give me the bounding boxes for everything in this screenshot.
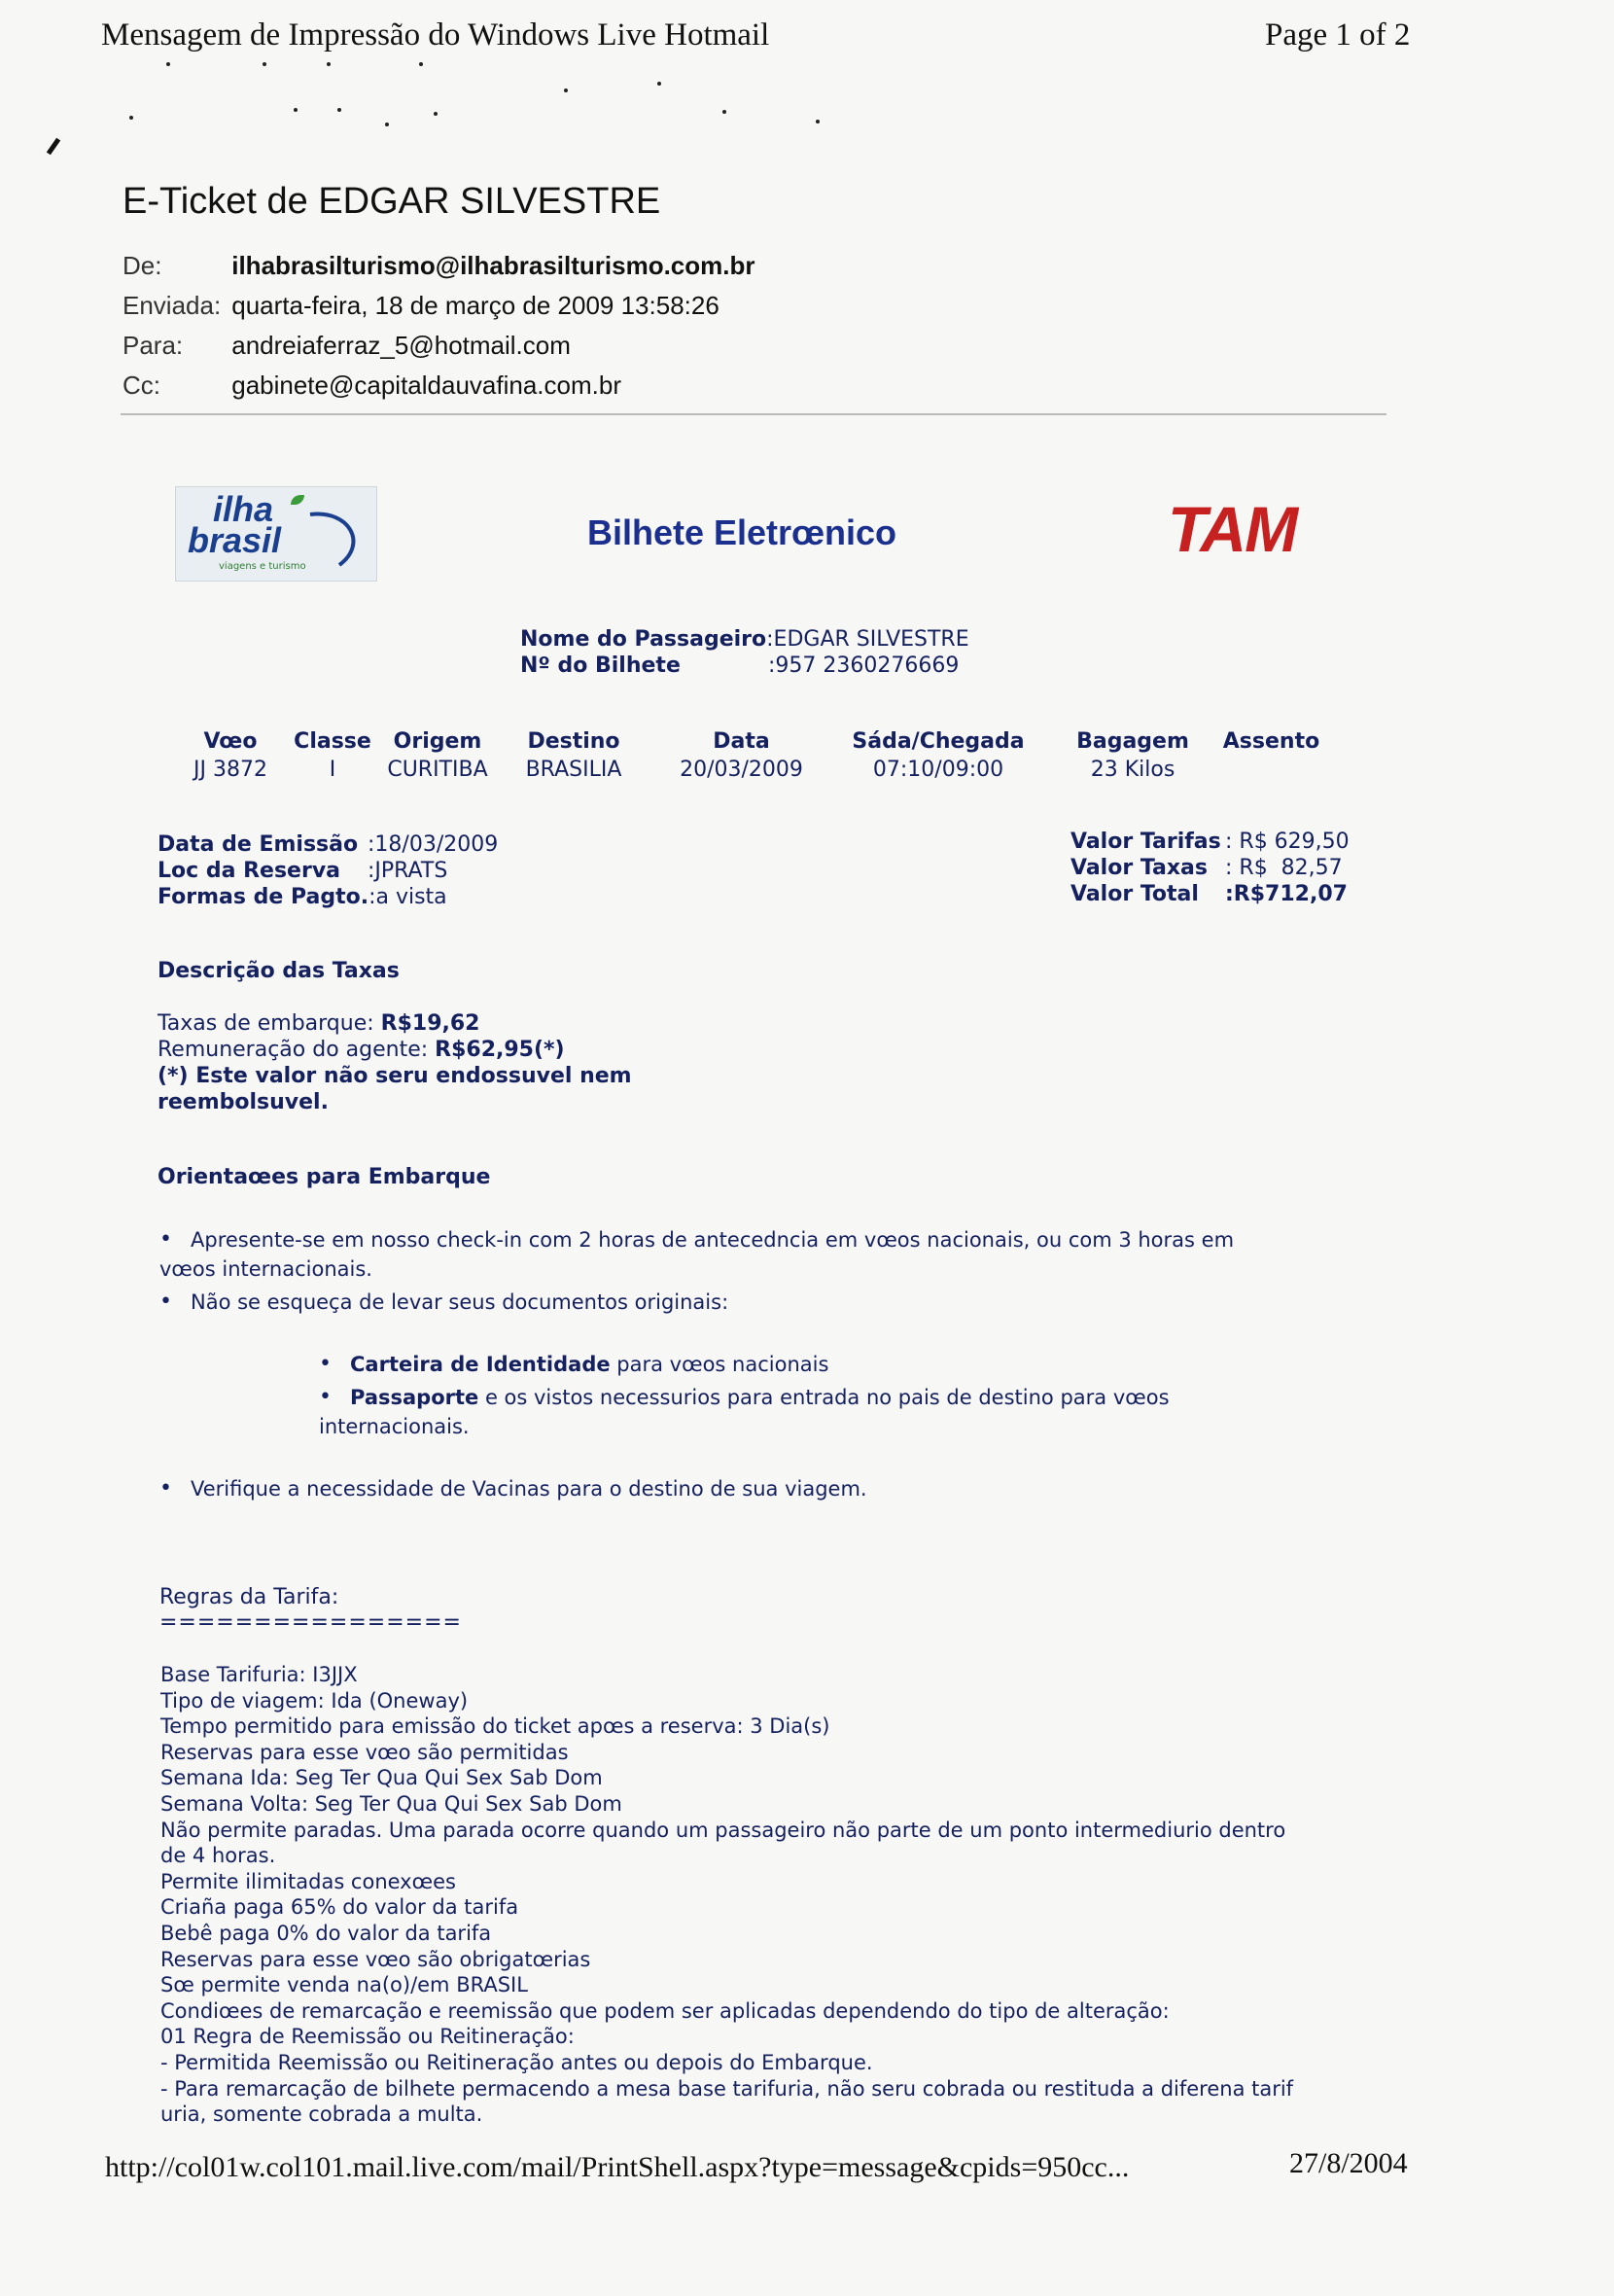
loc-label: Loc da Reserva <box>158 859 340 883</box>
regra-line: Não permite paradas. Uma parada ocorre quando um passageiro não parte de um ponto intermediurio dentro <box>160 1818 1286 1842</box>
list-item <box>159 1474 1365 1503</box>
cc-value: gabinete@capitaldauvafina.com.br <box>231 371 621 400</box>
regra-line: Semana Ida: Seg Ter Qua Qui Sex Sab Dom <box>160 1766 603 1790</box>
orientacoes-list <box>159 1225 1365 1317</box>
leaf-icon <box>291 495 304 505</box>
header-destino: Destino <box>527 729 620 754</box>
col-origem <box>379 729 496 782</box>
sub2-bold: Passaporte <box>350 1386 479 1409</box>
item1-line1: Apresente-se em nosso check-in com 2 horas de antecedncia em vœos nacionais, ou com 3 horas em <box>191 1228 1235 1252</box>
embarque-label: Taxas de embarque: <box>158 1011 381 1036</box>
to-value: andreiaferraz_5@hotmail.com <box>231 331 571 360</box>
item2: Não se esqueça de levar seus documentos originais: <box>191 1290 729 1314</box>
meta-from <box>123 251 755 281</box>
list-item <box>319 1350 1369 1379</box>
ticket-no-label: Nº do Bilhete <box>520 653 681 678</box>
col-voo <box>192 729 269 782</box>
from-value: ilhabrasilturismo@ilhabrasilturismo.com.br <box>231 251 755 280</box>
regra-line: Sœ permite venda na(o)/em BRASIL <box>160 1973 528 1997</box>
regra-line: - Para remarcação de bilhete permacendo a mesa base tarifuria, não seru cobrada ou restituda a diferena tarif <box>160 2076 1294 2101</box>
header-voo: Vœo <box>203 729 258 754</box>
sub1-rest: para vœos nacionais <box>610 1353 829 1376</box>
regra-line: - Permitida Reemissão ou Reitineração antes ou depois do Embarque. <box>160 2050 873 2074</box>
print-footer-date: 27/8/2004 <box>1289 2147 1408 2179</box>
print-page-number: Page 1 of 2 <box>1265 18 1411 53</box>
regra-line: Tempo permitido para emissão do ticket apœs a reserva: 3 Dia(s) <box>160 1714 830 1739</box>
header-origem: Origem <box>393 729 482 754</box>
header-data: Data <box>713 729 770 754</box>
taxas-label: Valor Taxas <box>1070 856 1208 880</box>
emission-date-value: :18/03/2009 <box>368 832 499 857</box>
regras-heading: Regras da Tarifa: <box>159 1585 339 1609</box>
logo-line1: ilha <box>213 489 274 529</box>
sent-label: Enviada: <box>123 291 222 320</box>
total-label: Valor Total <box>1070 882 1199 906</box>
print-header-title: Mensagem de Impressão do Windows Live Hotmail <box>101 18 770 53</box>
header-classe: Classe <box>294 729 371 754</box>
regras-lines <box>160 1662 1415 2128</box>
to-label: Para: <box>123 331 184 360</box>
col-saida <box>846 729 1031 782</box>
regras-underline: ================ <box>159 1610 462 1635</box>
passenger-row <box>520 627 969 652</box>
cc-label: Cc: <box>123 371 160 400</box>
col-classe <box>289 729 376 782</box>
meta-cc <box>123 371 621 401</box>
regra-line: de 4 horas. <box>160 1844 276 1868</box>
header-saida: Sáda/Chegada <box>852 729 1025 754</box>
email-subject: E-Ticket de EDGAR SILVESTRE <box>123 181 661 222</box>
taxas-value: : R$ 82,57 <box>1225 856 1343 880</box>
list-item <box>159 1225 1365 1284</box>
regra-line: Reservas para esse vœo são obrigatœrias <box>160 1947 591 1971</box>
sub2-rest: e os vistos necessurios para entrada no pais de destino para vœos <box>478 1386 1170 1409</box>
formas-row <box>158 885 447 909</box>
formas-label: Formas de Pagto. <box>158 885 369 909</box>
emission-date-label: Data de Emissão <box>158 832 359 857</box>
passenger-label: Nome do Passageiro <box>520 627 767 652</box>
meta-to <box>123 331 571 361</box>
regra-line: Reservas para esse vœo são permitidas <box>160 1740 569 1764</box>
vacinas-list <box>159 1474 1365 1503</box>
ticket-heading: Bilhete Eletrœnico <box>587 512 897 552</box>
header-assento: Assento <box>1222 729 1320 754</box>
item3: Verifique a necessidade de Vacinas para o destino de sua viagem. <box>191 1477 867 1501</box>
tarifas-value: : R$ 629,50 <box>1225 830 1350 854</box>
embarque-value: R$19,62 <box>380 1011 480 1036</box>
regra-line: uria, somente cobrada a multa. <box>160 2102 483 2127</box>
regra-line: Semana Volta: Seg Ter Qua Qui Sex Sab Dom <box>160 1791 622 1816</box>
sub1-bold: Carteira de Identidade <box>350 1353 611 1376</box>
logo-tagline: viagens e turismo <box>219 561 306 572</box>
regra-line: Permite ilimitadas conexœes <box>160 1869 456 1893</box>
list-item <box>159 1288 1365 1317</box>
regra-line: Tipo de viagem: Ida (Oneway) <box>160 1688 469 1713</box>
logo-swoosh-icon <box>300 505 368 573</box>
cell-data: 20/03/2009 <box>680 758 803 782</box>
cell-classe: I <box>329 758 336 782</box>
ilha-brasil-logo <box>175 486 377 582</box>
regra-line: 01 Regra de Reemissão ou Reitineração: <box>160 2025 575 2049</box>
cell-saida: 07:10/09:00 <box>872 758 1004 782</box>
logo-line2: brasil <box>188 520 282 560</box>
passenger-value: :EDGAR SILVESTRE <box>766 627 969 652</box>
meta-sent <box>123 291 719 321</box>
cell-origem: CURITIBA <box>387 758 488 782</box>
ticket-no-value: :957 2360276669 <box>768 653 960 678</box>
item1-line2: vœos internacionais. <box>159 1257 372 1281</box>
taxa-embarque <box>158 1011 480 1036</box>
tam-logo: TAM <box>1168 493 1297 565</box>
regra-line: Bebê paga 0% do valor da tarifa <box>160 1921 492 1945</box>
col-assento <box>1215 729 1327 758</box>
col-bagagem <box>1070 729 1196 782</box>
taxes-heading: Descrição das Taxas <box>158 959 400 983</box>
list-item <box>319 1383 1369 1441</box>
agente-value: R$62,95(*) <box>435 1038 565 1062</box>
cell-bagagem: 23 Kilos <box>1090 758 1175 782</box>
taxes-note-line1: (*) Este valor não seru endossuvel nem <box>158 1064 632 1088</box>
regra-line: Base Tarifuria: I3JJX <box>160 1663 358 1686</box>
taxa-agente <box>158 1038 565 1062</box>
col-destino <box>515 729 632 782</box>
orientacoes-heading: Orientaœes para Embarque <box>158 1165 491 1189</box>
taxes-note-line2: reembolsuvel. <box>158 1090 329 1114</box>
col-data <box>671 729 812 782</box>
pen-mark <box>47 138 60 156</box>
formas-value: :a vista <box>368 885 447 909</box>
print-footer-url[interactable]: http://col01w.col101.mail.live.com/mail/PrintShell.aspx?type=message&cpids=950cc... <box>105 2151 1130 2183</box>
header-bagagem: Bagagem <box>1076 729 1189 754</box>
total-value: :R$712,07 <box>1225 882 1348 906</box>
loc-value: :JPRATS <box>368 859 448 883</box>
header-divider <box>121 413 1386 415</box>
cell-voo: JJ 3872 <box>193 758 267 782</box>
sub2-line2: internacionais. <box>319 1415 470 1438</box>
agente-label: Remuneração do agente: <box>158 1038 436 1062</box>
tarifas-label: Valor Tarifas <box>1070 830 1221 854</box>
sent-value: quarta-feira, 18 de março de 2009 13:58:26 <box>231 291 719 320</box>
cell-destino: BRASILIA <box>525 758 622 782</box>
regra-line: Criaña paga 65% do valor da tarifa <box>160 1895 519 1920</box>
documents-list <box>319 1350 1369 1441</box>
regra-line: Condiœes de remarcação e reemissão que podem ser aplicadas dependendo do tipo de alteração: <box>160 1998 1170 2023</box>
from-label: De: <box>123 251 162 280</box>
